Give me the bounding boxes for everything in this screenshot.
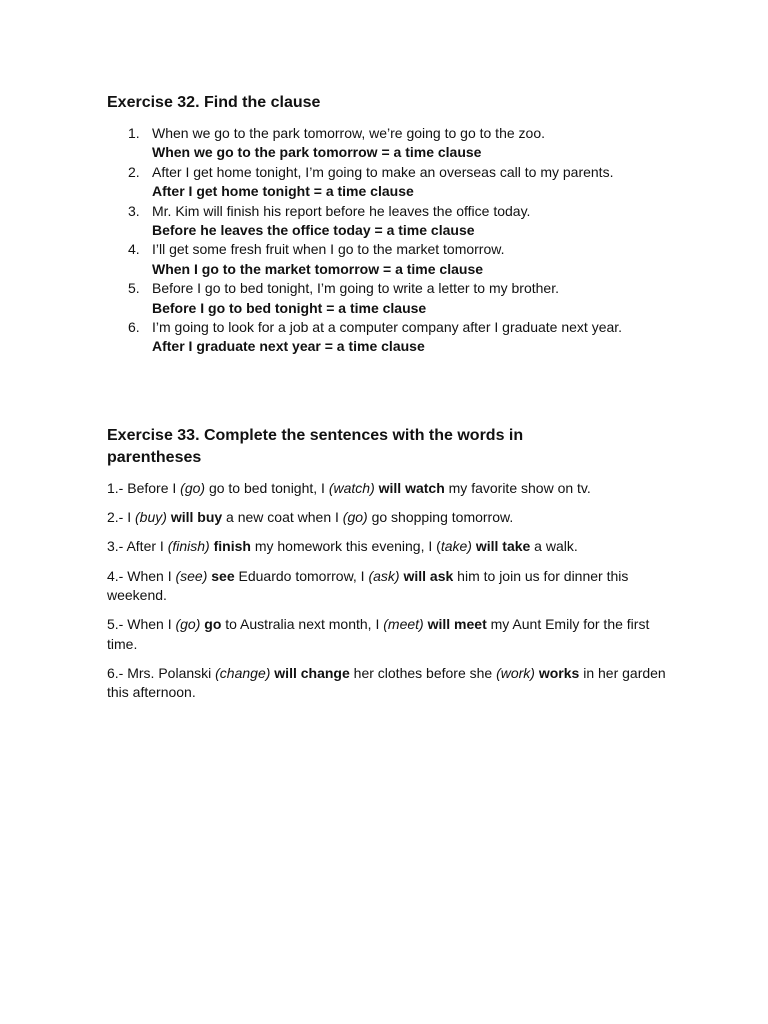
exercise-33-sentence: [107, 537, 667, 556]
item-sentence: Before I go to bed tonight, I’m going to write a letter to my brother.: [152, 280, 559, 297]
item-sentence: I’m going to look for a job at a computer company after I graduate next year.: [152, 319, 623, 336]
answer-word: will meet: [427, 616, 487, 633]
exercise-32-item: [107, 124, 707, 163]
sentence-text: 6.- Mrs. Polanski: [107, 664, 216, 681]
sentence-text: go shopping tomorrow.: [367, 509, 514, 526]
verb-hint: (work): [496, 664, 535, 681]
exercise-33-sentence: [107, 615, 667, 654]
item-answer: When I go to the market tomorrow = a time clause: [152, 260, 484, 277]
sentence-text: 5.- When I: [107, 616, 176, 633]
item-answer: Before he leaves the office today = a time clause: [152, 222, 475, 239]
answer-word: works: [538, 664, 580, 681]
item-number: 3.: [128, 202, 140, 219]
item-body: [152, 163, 707, 202]
sentence-text: 1.- Before I: [107, 480, 181, 496]
exercise-33-sentence: [107, 664, 667, 703]
item-body: [152, 124, 707, 163]
answer-word: will watch: [378, 480, 445, 496]
item-sentence: I’ll get some fresh fruit when I go to the market tomorrow.: [152, 241, 505, 258]
answer-word: will buy: [170, 509, 223, 526]
verb-hint: (watch): [328, 480, 375, 496]
verb-hint: (buy): [135, 509, 167, 526]
sentence-text: my favorite show on tv.: [444, 480, 591, 496]
item-number: 2.: [128, 163, 140, 180]
sentence-text: him to join us for dinner this weekend.: [107, 567, 629, 604]
exercise-32-item: [107, 240, 707, 279]
answer-word: will change: [274, 664, 350, 681]
exercise-32-item: [107, 318, 707, 357]
verb-hint: (go): [342, 509, 368, 526]
verb-hint: (go): [180, 480, 206, 496]
item-number: 4.: [128, 241, 140, 258]
item-sentence: After I get home tonight, I’m going to make an overseas call to my parents.: [152, 163, 614, 180]
answer-word: finish: [213, 538, 251, 555]
answer-word: will ask: [403, 567, 454, 584]
item-body: [152, 279, 707, 318]
item-number: 5.: [128, 280, 140, 297]
sentence-text: her clothes before she: [349, 664, 497, 681]
exercise-32-title: Exercise 32. Find the clause: [107, 94, 321, 111]
item-body: [152, 318, 707, 357]
sentence-text: my Aunt Emily for the first time.: [107, 616, 650, 652]
exercise-32-list: [107, 124, 707, 357]
sentence-text: a walk.: [530, 538, 578, 555]
verb-hint: (see): [175, 567, 208, 584]
sentence-text: go to bed tonight, I: [205, 480, 329, 496]
item-body: [152, 240, 707, 279]
sentence-text: my homework this evening, I (: [250, 538, 441, 555]
sentence-text: 2.- I: [107, 509, 136, 526]
sentence-text: a new coat when I: [222, 509, 343, 526]
sentence-text: in her garden this afternoon.: [107, 664, 666, 701]
verb-hint: (finish): [167, 538, 210, 555]
sentence-text: 4.- When I: [107, 567, 176, 584]
answer-word: will take: [475, 538, 531, 555]
exercise-32-item: [107, 163, 707, 202]
answer-word: see: [211, 567, 235, 584]
exercise-32-item: [107, 202, 707, 241]
item-number: 1.: [128, 125, 140, 141]
exercise-33-sentence: [107, 508, 667, 527]
sentence-text: 3.- After I: [107, 538, 168, 555]
item-body: [152, 202, 707, 241]
item-sentence: When we go to the park tomorrow, we’re going to go to the zoo.: [152, 125, 545, 141]
item-answer: After I graduate next year = a time clause: [152, 338, 425, 355]
item-answer: Before I go to bed tonight = a time clause: [152, 299, 427, 316]
item-number: 6.: [128, 319, 140, 336]
answer-word: go: [204, 616, 222, 633]
sentence-text: to Australia next month, I: [221, 616, 384, 633]
item-answer: When we go to the park tomorrow = a time clause: [152, 144, 482, 161]
verb-hint: (meet): [383, 616, 424, 633]
verb-hint: (go): [175, 616, 201, 633]
exercise-33-sentence: [107, 567, 667, 606]
exercise-32-item: [107, 279, 707, 318]
verb-hint: take): [440, 538, 472, 555]
verb-hint: (change): [215, 664, 271, 681]
sentence-text: Eduardo tomorrow, I: [234, 567, 369, 584]
exercise-33-list: [107, 479, 667, 712]
verb-hint: (ask): [368, 567, 400, 584]
exercise-33-sentence: [107, 479, 667, 498]
item-sentence: Mr. Kim will finish his report before he leaves the office today.: [152, 202, 531, 219]
item-answer: After I get home tonight = a time clause: [152, 183, 414, 200]
exercise-33-title: Exercise 33. Complete the sentences with the words in parentheses: [107, 427, 524, 466]
